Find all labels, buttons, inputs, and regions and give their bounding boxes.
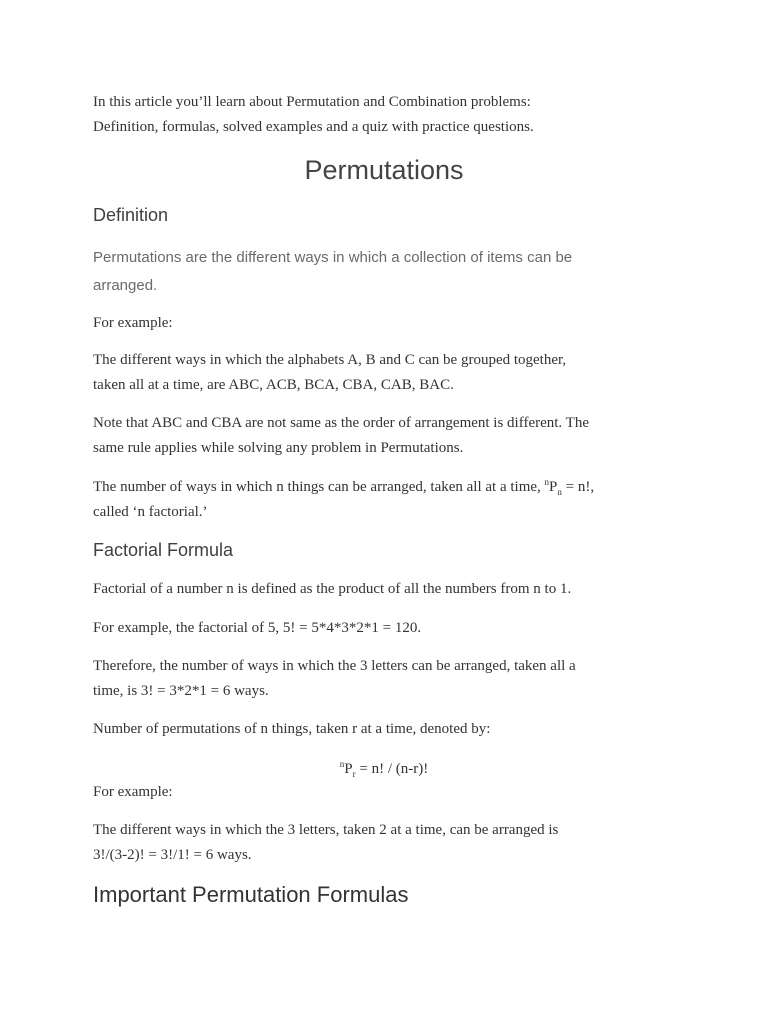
factorial-definition-paragraph: Factorial of a number n is defined as the product of all the numbers from n to 1. <box>93 581 572 597</box>
three-letters-two-paragraph <box>93 818 683 868</box>
intro-line-2: Definition, formulas, solved examples and a quiz with practice questions. <box>93 119 534 135</box>
n-factorial-paragraph <box>93 475 683 525</box>
npr-formula-p: P <box>344 761 353 777</box>
definition-lead <box>93 244 683 300</box>
n-factorial-sup: n <box>544 477 550 487</box>
page-title: Permutations <box>304 155 464 185</box>
order-note-line-2: same rule applies while solving any problem in Permutations. <box>93 440 464 456</box>
order-note-line-1: Note that ABC and CBA are not same as the order of arrangement is different. The <box>93 415 589 431</box>
definition-heading: Definition <box>93 205 169 225</box>
three-letters-line-1: Therefore, the number of ways in which the 3 letters can be arranged, taken all a <box>93 658 576 674</box>
npr-formula-rhs: = n! / (n-r)! <box>355 761 429 777</box>
important-formulas-heading: Important Permutation Formulas <box>93 882 409 907</box>
intro-line-1: In this article you’ll learn about Permutation and Combination problems: <box>93 94 531 110</box>
intro-paragraph <box>93 90 683 140</box>
for-example-label-2: For example: <box>93 784 173 800</box>
alphabet-example-paragraph <box>93 348 683 398</box>
npr-intro-paragraph: Number of permutations of n things, taken r at a time, denoted by: <box>93 721 491 737</box>
definition-lead-line-2: arranged. <box>93 277 158 294</box>
npr-formula-sup: n <box>339 759 345 769</box>
factorial-formula-heading: Factorial Formula <box>93 540 234 560</box>
for-example-label-1: For example: <box>93 315 173 331</box>
n-factorial-line-2: called ‘n factorial.’ <box>93 504 208 520</box>
npr-formula <box>0 757 768 782</box>
npr-formula-sub: r <box>352 769 356 779</box>
order-note-paragraph <box>93 411 683 461</box>
n-factorial-p: P <box>549 479 558 495</box>
three-letters-two-line-2: 3!/(3-2)! = 3!/1! = 6 ways. <box>93 847 252 863</box>
definition-lead-line-1: Permutations are the different ways in which a collection of items can be <box>93 249 573 266</box>
alphabet-example-line-2: taken all at a time, are ABC, ACB, BCA, CBA, CAB, BAC. <box>93 377 454 393</box>
n-factorial-eq: = n!, <box>561 479 595 495</box>
n-factorial-sub: n <box>557 487 562 497</box>
three-letters-paragraph <box>93 654 683 704</box>
three-letters-two-line-1: The different ways in which the 3 letters, taken 2 at a time, can be arranged is <box>93 822 559 838</box>
three-letters-line-2: time, is 3! = 3*2*1 = 6 ways. <box>93 683 269 699</box>
factorial-example-paragraph: For example, the factorial of 5, 5! = 5*4*3*2*1 = 120. <box>93 620 422 636</box>
alphabet-example-line-1: The different ways in which the alphabets A, B and C can be grouped together, <box>93 352 567 368</box>
n-factorial-text: The number of ways in which n things can be arranged, taken all at a time, <box>93 479 545 495</box>
